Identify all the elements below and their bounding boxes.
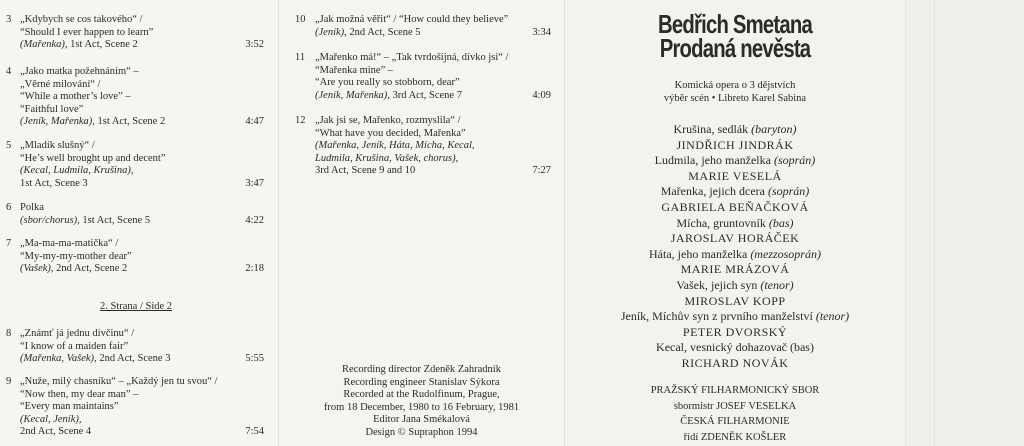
track-duration: 4:22 <box>245 214 264 226</box>
track-line: „Ma-ma-ma-matička“ / <box>20 238 119 249</box>
track-line: (Jeník, Mařenka), 1st Act, Scene 2 <box>20 116 166 127</box>
role-description: Ludmila, jeho manželka (soprán) <box>654 153 816 168</box>
italic-role: (tenor) <box>760 277 794 292</box>
track-line: “Mařenka mine” – <box>315 64 394 76</box>
track-number: 8 <box>6 328 12 339</box>
track-line: 2nd Act, Scene 4 <box>20 426 92 437</box>
track-line: „Jak jsi se, Mařenko, rozmyslila“ / <box>315 115 461 126</box>
track-number: 4 <box>6 66 12 77</box>
recording-credits <box>279 364 564 439</box>
track-line: “What have you decided, Mařenka” <box>315 127 466 139</box>
album-title <box>602 9 867 63</box>
track-duration: 4:09 <box>532 89 551 101</box>
italic-role: (bas) <box>768 215 794 230</box>
track-line: “Should I ever happen to learn” <box>20 26 154 38</box>
performer-name: JAROSLAV HORÁČEK <box>670 231 800 246</box>
italic-role: (Mařenka, Vašek) <box>20 353 95 364</box>
track-description <box>315 52 508 102</box>
cast-list <box>565 122 905 372</box>
track-line: “Are you really so stobborn, dear” <box>315 77 460 88</box>
italic-role: (baryton) <box>751 122 797 136</box>
track-line: „Kdybych se cos takového“ / <box>20 14 143 25</box>
track-number: 11 <box>295 52 306 63</box>
performer-name: MARIE MRÁZOVÁ <box>680 262 790 277</box>
track-line: “I know of a maiden fair” <box>20 340 129 352</box>
italic-role: (Kecal, Jeník), <box>20 413 82 425</box>
track-duration: 4:47 <box>245 116 264 127</box>
italic-role: (Kecal, Ludmila, Krušina), <box>20 165 134 176</box>
role-description: Mařenka, jejich dcera (soprán) <box>660 184 810 199</box>
track-description <box>20 66 165 129</box>
track-line: „Jako matka požehnáním“ – <box>20 66 139 77</box>
subtitle-line-1: Komická opera o 3 dějstvích <box>674 80 796 91</box>
orchestra-credits <box>565 383 905 445</box>
cover-panel <box>565 0 906 446</box>
performer-name: MARIE VESELÁ <box>688 168 782 183</box>
tracklist-panel-left <box>0 0 279 446</box>
italic-role: (Mařenka, Jeník, Háta, Mícha, Kecal, <box>315 140 475 151</box>
track-number: 10 <box>295 14 306 25</box>
credit-line: Design © Supraphon 1994 <box>365 426 478 438</box>
orchestra-line: řídí ZDENĚK KOŠLER <box>683 431 787 443</box>
italic-role: (Jeník, Mařenka) <box>20 116 93 127</box>
subtitle-line-2: výběr scén • Libreto Karel Sabina <box>663 93 807 104</box>
performer-name: GABRIELA BEŇAČKOVÁ <box>661 199 809 214</box>
italic-role: (Mařenka) <box>20 39 65 50</box>
track-line <box>315 140 475 153</box>
track-description <box>20 328 170 366</box>
composer-name: Bedřich Smetana <box>658 9 812 39</box>
fold-line <box>934 0 935 446</box>
track-line: (Jeník), 2nd Act, Scene 5 <box>315 26 421 38</box>
track-line: (Mařenka, Vašek), 2nd Act, Scene 3 <box>20 353 171 364</box>
track-line: „Známť já jednu dívčinu“ / <box>20 328 135 339</box>
italic-role: (Vašek) <box>20 263 51 274</box>
italic-role: Ludmila, Krušina, Vašek, chorus), <box>315 152 459 164</box>
track-line: „Jak možná věřit“ / “How could they believe” <box>315 14 509 25</box>
opera-title: Prodaná nevěsta <box>659 33 811 63</box>
track-duration: 7:27 <box>532 165 551 176</box>
track-line: (Mařenka), 1st Act, Scene 2 <box>20 39 138 50</box>
italic-role: (soprán) <box>767 184 810 199</box>
track-line <box>20 414 217 427</box>
credit-line: Editor Jana Smékalová <box>373 414 470 425</box>
track-duration: 5:55 <box>245 353 264 364</box>
performer-name: RICHARD NOVÁK <box>681 355 789 370</box>
credit-line: Recorded at the Rudolfinum, Prague, <box>343 389 500 400</box>
track-line: “While a mother’s love” – <box>20 91 131 102</box>
credit-line: Recording engineer Stanislav Sýkora <box>343 376 500 388</box>
track-duration: 2:18 <box>245 263 264 274</box>
role-description: Vašek, jejich syn (tenor) <box>676 277 794 292</box>
track-duration: 7:54 <box>245 426 264 437</box>
spine-panel <box>906 0 1024 446</box>
track-duration: 3:34 <box>532 26 551 38</box>
track-line: „Nuže, milý chasníku“ – „Každý jen tu svou“ / <box>20 376 218 387</box>
side-2-heading: 2. Strana / Side 2 <box>100 301 173 312</box>
track-number: 12 <box>295 115 306 126</box>
track-line <box>315 153 475 166</box>
orchestra-line: sbormistr JOSEF VESELKA <box>673 400 797 412</box>
track-line <box>20 165 166 178</box>
italic-role: (tenor) <box>815 309 850 324</box>
track-line: „Věrné milování“ / <box>20 78 101 90</box>
track-number: 7 <box>6 238 12 249</box>
track-duration: 3:52 <box>245 39 264 50</box>
italic-role: (Jeník, Mařenka) <box>315 89 388 101</box>
track-number: 5 <box>6 140 12 151</box>
track-line: 1st Act, Scene 3 <box>20 177 88 189</box>
track-line: “Now then, my dear man” – <box>20 388 139 400</box>
track-description <box>20 238 132 276</box>
performer-name: PETER DVORSKÝ <box>682 324 788 339</box>
italic-role: (mezzosoprán) <box>750 246 821 261</box>
track-line: (Vašek), 2nd Act, Scene 2 <box>20 263 128 274</box>
role-description: Kecal, vesnický dohazovač (bas) <box>656 340 814 355</box>
track-number: 9 <box>6 376 12 387</box>
track-line: „Mladík slušný“ / <box>20 140 95 151</box>
track-description <box>20 376 217 439</box>
track-line: “My-my-my-mother dear” <box>20 250 132 262</box>
role-description: Jeník, Míchův syn z prvního manželství (tenor) <box>620 309 850 324</box>
track-number: 6 <box>6 202 12 213</box>
role-description: Háta, jeho manželka (mezzosoprán) <box>649 246 821 261</box>
track-line: “Every man maintains” <box>20 401 119 412</box>
orchestra-line: PRAŽSKÝ FILHARMONICKÝ SBOR <box>650 385 820 396</box>
track-line: Polka <box>20 202 44 213</box>
performer-name: MIROSLAV KOPP <box>684 293 786 308</box>
track-line: 3rd Act, Scene 9 and 10 <box>315 165 416 176</box>
performer-name: JINDŘICH JINDRÁK <box>676 137 794 152</box>
track-description <box>20 14 153 52</box>
credit-line: from 18 December, 1980 to 16 February, 1981 <box>323 401 520 413</box>
track-line: „Mařenko má!“ – „Tak tvrdošíjná, dívko jsi“ / <box>315 52 509 63</box>
track-line: “He’s well brought up and decent” <box>20 152 166 164</box>
opera-subtitle <box>565 79 905 105</box>
track-duration: 3:47 <box>245 177 264 189</box>
italic-role: (sbor/chorus) <box>20 214 78 226</box>
role-description: Mícha, gruntovník (bas) <box>676 215 794 230</box>
track-line: (sbor/chorus), 1st Act, Scene 5 <box>20 214 151 226</box>
track-description <box>20 202 150 227</box>
orchestra-line: ČESKÁ FILHARMONIE <box>680 416 790 427</box>
track-line: “Faithful love” <box>20 103 84 115</box>
track-description <box>315 14 508 39</box>
credit-line: Recording director Zdeněk Zahradník <box>342 364 501 375</box>
track-description <box>20 140 166 190</box>
italic-role: (soprán) <box>773 153 816 168</box>
track-line: (Jeník, Mařenka), 3rd Act, Scene 7 <box>315 89 462 101</box>
tracklist-panel-middle <box>279 0 565 446</box>
italic-role: (Jeník) <box>315 26 345 38</box>
track-number: 3 <box>6 14 12 25</box>
track-description <box>315 115 475 178</box>
role-description: Krušina, sedlák (baryton) <box>673 122 797 136</box>
